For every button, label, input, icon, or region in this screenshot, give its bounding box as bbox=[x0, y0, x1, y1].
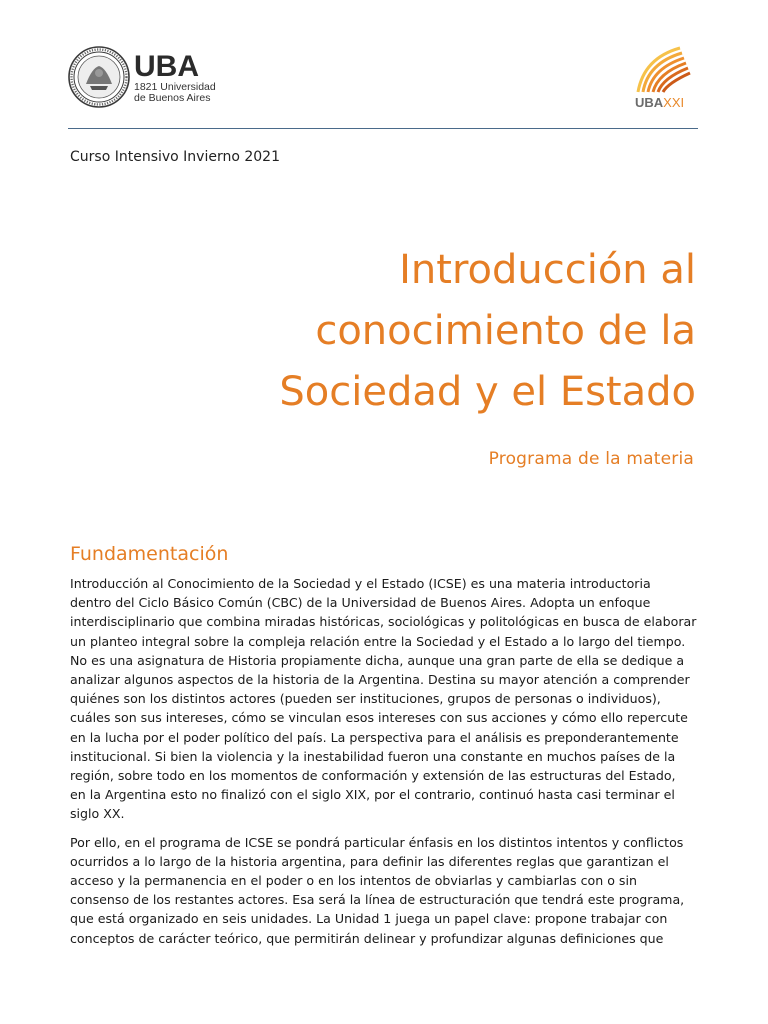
paragraph-line: ocurridos a lo largo de la historia argentina, para definir las diferentes reglas que garantizan el bbox=[70, 853, 669, 869]
document-title bbox=[136, 240, 696, 423]
document-header bbox=[0, 0, 768, 130]
paragraph-line: un planteo integral sobre la compleja relación entre la Sociedad y el Estado a lo largo del tiempo. bbox=[70, 633, 686, 649]
paragraph-line: que está organizado en seis unidades. La Unidad 1 juega un papel clave: propone trabajar con bbox=[70, 911, 668, 927]
paragraph-line: No es una asignatura de Historia propiamente dicha, aunque una gran parte de ella se dedique a bbox=[70, 652, 685, 668]
paragraph-line: institucional. Si bien la violencia y la inestabilidad fueron una constante en muchos países de la bbox=[70, 748, 676, 764]
paragraph-line: Por ello, en el programa de ICSE se pondrá particular énfasis en los distintos intentos y conflictos bbox=[70, 834, 684, 850]
ubaxxi-xxi: XXI bbox=[663, 95, 685, 110]
paragraph-line: conceptos de carácter teórico, que permitirán delinear y profundizar algunas definiciones que bbox=[70, 930, 664, 946]
university-seal-icon bbox=[68, 46, 130, 108]
title-line: Introducción al bbox=[399, 247, 696, 293]
section-heading: Fundamentación bbox=[70, 543, 229, 565]
paragraph-line: dentro del Ciclo Básico Común (CBC) de la Universidad de Buenos Aires. Adopta un enfoque bbox=[70, 595, 651, 611]
paragraph-line: consenso de los restantes actores. Esa será la línea de estructuración que tendrá este programa, bbox=[70, 892, 685, 908]
header-divider bbox=[68, 128, 698, 129]
course-label: Curso Intensivo Invierno 2021 bbox=[70, 149, 280, 165]
paragraph-line: región, sobre todo en los momentos de conformación y extensión de las estructuras del Estado, bbox=[70, 768, 676, 784]
document-subtitle: Programa de la materia bbox=[488, 449, 694, 469]
paragraph-line: analizar algunos aspectos de la historia de la Argentina. Destina su mayor atención a comprender bbox=[70, 672, 690, 688]
paragraph-line: en la Argentina esto no finalizó con el siglo XIX, por el contrario, continuó hasta casi terminar el bbox=[70, 787, 675, 803]
paragraph-line: siglo XX. bbox=[70, 806, 125, 822]
paragraph-line: interdisciplinario que combina miradas históricas, sociológicas y politológicas en busca de elaborar bbox=[70, 614, 697, 630]
paragraph-line: Introducción al Conocimiento de la Sociedad y el Estado (ICSE) es una materia introductoria bbox=[70, 576, 651, 591]
ubaxxi-logo-text bbox=[635, 96, 684, 110]
uba-wordmark: UBA bbox=[134, 50, 199, 83]
section-body bbox=[70, 574, 700, 957]
paragraph bbox=[70, 833, 700, 948]
paragraph-line: quiénes son los distintos actores (pueden ser instituciones, grupos de personas o individuos), bbox=[70, 691, 661, 707]
ubaxxi-uba: UBA bbox=[635, 95, 664, 110]
uba-subtitle-line: de Buenos Aires bbox=[134, 91, 211, 104]
uba-subtitle bbox=[134, 82, 254, 103]
uba-subtitle-line: 1821 Universidad bbox=[134, 81, 216, 93]
paragraph-line: en la lucha por el poder político del país. La perspectiva para el análisis es preponderantemente bbox=[70, 729, 679, 745]
paragraph-line: cuáles son sus intereses, cómo se vinculan esos intereses con sus acciones y cómo ello repercute bbox=[70, 710, 688, 726]
paragraph bbox=[70, 574, 700, 824]
ubaxxi-arcs-icon bbox=[634, 44, 694, 94]
title-line: conocimiento de la bbox=[315, 308, 696, 354]
title-line: Sociedad y el Estado bbox=[279, 369, 696, 415]
paragraph-line: acceso y la permanencia en el poder o en los intentos de obviarlas y cambiarlas con o sin bbox=[70, 873, 637, 889]
